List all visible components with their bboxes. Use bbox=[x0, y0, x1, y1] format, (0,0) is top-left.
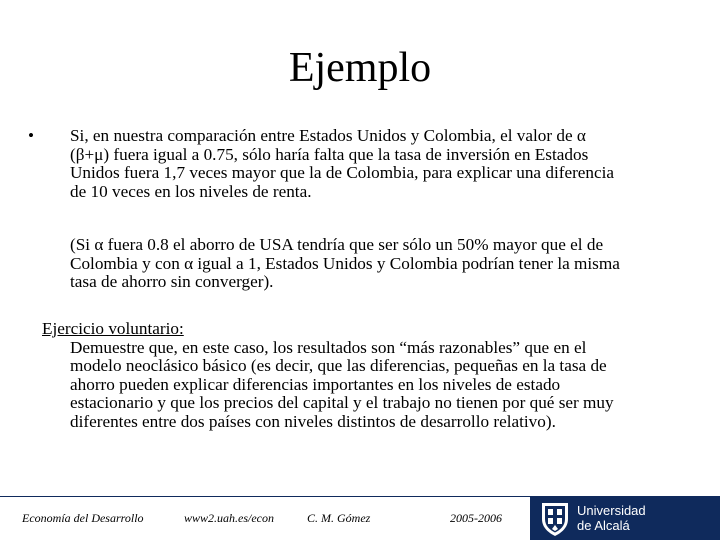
bullet-line: Unidos fuera 1,7 veces mayor que la de Colombia, para explicar una diferencia bbox=[70, 163, 615, 182]
footer-website: www2.uah.es/econ bbox=[184, 511, 274, 525]
note-line: Colombia y con α igual a 1, Estados Unidos y Colombia podrían tener la misma bbox=[70, 253, 620, 273]
university-name bbox=[577, 503, 646, 533]
note-line: tasa de ahorro sin converger). bbox=[70, 272, 274, 291]
university-name-line2: de Alcalá bbox=[577, 518, 630, 533]
exercise-line: ahorro pueden explicar diferencias importantes en los niveles de estado bbox=[70, 374, 561, 394]
university-logo bbox=[530, 496, 720, 540]
bullet-line: Si, en nuestra comparación entre Estados Unidos y Colombia, el valor de α bbox=[70, 126, 586, 145]
footer-author: C. M. Gómez bbox=[307, 511, 371, 525]
bullet-paragraph bbox=[28, 127, 718, 201]
bullet-paragraph-text bbox=[70, 127, 718, 201]
footer-course: Economía del Desarrollo bbox=[22, 511, 144, 525]
slide-title: Ejemplo bbox=[288, 45, 432, 91]
exercise-line: Demuestre que, en este caso, los resultados son “más razonables” que en el bbox=[70, 337, 587, 357]
exercise-line: estacionario y que los precios del capital y el trabajo no tienen por qué ser muy bbox=[70, 393, 614, 412]
bullet-line: de 10 veces en los niveles de renta. bbox=[70, 181, 312, 201]
note-line: (Si α fuera 0.8 el aborro de USA tendría que ser sólo un 50% mayor que el de bbox=[70, 235, 604, 254]
exercise-text bbox=[70, 339, 712, 432]
exercise-heading: Ejercicio voluntario: bbox=[42, 319, 184, 338]
bullet-line: (β+μ) fuera igual a 0.75, sólo haría falta que la tasa de inversión en Estados bbox=[70, 144, 589, 164]
university-crest-icon bbox=[538, 499, 572, 537]
university-name-line1: Universidad bbox=[577, 503, 646, 518]
note-paragraph bbox=[70, 236, 720, 292]
exercise-section bbox=[42, 320, 712, 431]
exercise-line: modelo neoclásico básico (es decir, que las diferencias, pequeñas en la tasa de bbox=[70, 356, 607, 375]
bullet-point: • bbox=[28, 126, 35, 145]
footer-years: 2005-2006 bbox=[450, 511, 502, 525]
footer-divider bbox=[0, 496, 530, 497]
exercise-line: diferentes entre dos países con niveles distintos de desarrollo relativo). bbox=[70, 411, 556, 431]
